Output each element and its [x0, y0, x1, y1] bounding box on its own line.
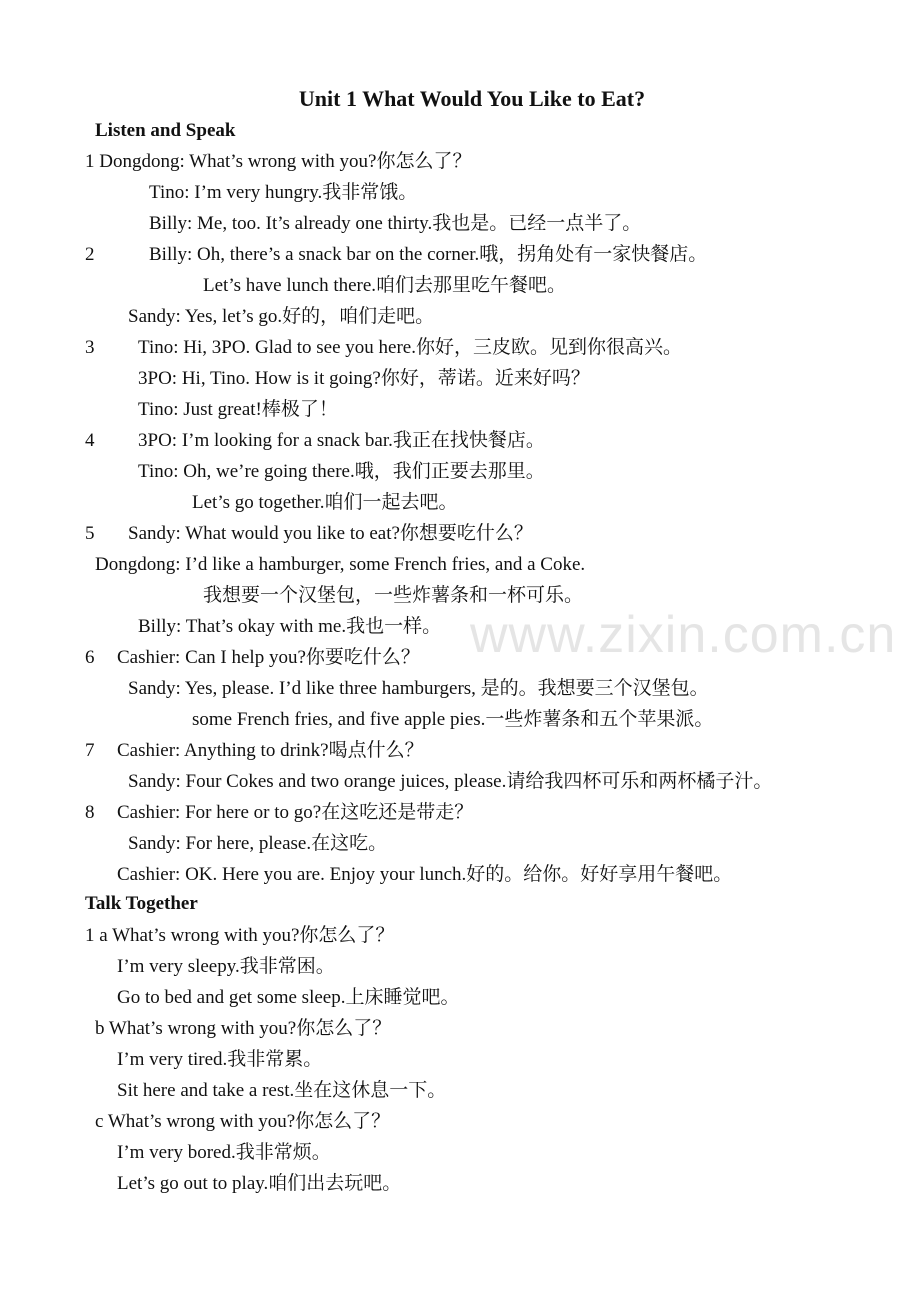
dialogue-line: 3PO: I’m looking for a snack bar.我正在找快餐店。: [138, 430, 545, 451]
dialogue-line: Cashier: Anything to drink?喝点什么？: [117, 740, 424, 761]
dialogue-number: 4: [85, 430, 95, 451]
section-heading-talk-together: Talk Together: [85, 893, 198, 914]
dialogue-line: Billy: Me, too. It’s already one thirty.我也是。已经一点半了。: [149, 213, 642, 234]
dialogue-line: Sandy: Yes, please. I’d like three hamburgers, 是的。我想要三个汉堡包。: [128, 678, 709, 699]
dialogue-line: 1 Dongdong: What’s wrong with you?你怎么了？: [85, 151, 472, 172]
dialogue-number: 3: [85, 337, 95, 358]
dialogue-line: Cashier: Can I help you?你要吃什么？: [117, 647, 420, 668]
talk-line: c What’s wrong with you?你怎么了？: [95, 1111, 391, 1132]
talk-line: Let’s go out to play.咱们出去玩吧。: [117, 1173, 402, 1194]
dialogue-line: 3PO: Hi, Tino. How is it going?你好，蒂诺。近来好吗？: [138, 368, 590, 389]
dialogue-line: Sandy: What would you like to eat?你想要吃什么？: [128, 523, 533, 544]
dialogue-number: 2: [85, 244, 95, 265]
dialogue-line: Tino: I’m very hungry.我非常饿。: [149, 182, 418, 203]
dialogue-line: Billy: That’s okay with me.我也一样。: [138, 616, 442, 637]
dialogue-line: some French fries, and five apple pies.一些炸薯条和五个苹果派。: [192, 709, 714, 730]
dialogue-line: Tino: Oh, we’re going there.哦，我们正要去那里。: [138, 461, 545, 482]
dialogue-number: 8: [85, 802, 95, 823]
dialogue-line: 我想要一个汉堡包，一些炸薯条和一杯可乐。: [203, 585, 584, 606]
dialogue-line: Cashier: For here or to go?在这吃还是带走？: [117, 802, 474, 823]
dialogue-line: Billy: Oh, there’s a snack bar on the corner.哦，拐角处有一家快餐店。: [149, 244, 708, 265]
dialogue-number: 6: [85, 647, 95, 668]
dialogue-line: Tino: Hi, 3PO. Glad to see you here.你好，三皮欧。见到你很高兴。: [138, 337, 682, 358]
dialogue-number: 7: [85, 740, 95, 761]
dialogue-line: Cashier: OK. Here you are. Enjoy your lunch.好的。给你。好好享用午餐吧。: [117, 864, 733, 885]
page-title: Unit 1 What Would You Like to Eat?: [298, 86, 646, 111]
dialogue-line: Let’s have lunch there.咱们去那里吃午餐吧。: [203, 275, 567, 296]
dialogue-line: Dongdong: I’d like a hamburger, some French fries, and a Coke.: [95, 554, 586, 575]
talk-line: I’m very sleepy.我非常困。: [117, 956, 335, 977]
talk-line: Sit here and take a rest.坐在这休息一下。: [117, 1080, 447, 1101]
talk-line: 1 a What’s wrong with you?你怎么了？: [85, 925, 395, 946]
dialogue-line: Sandy: Four Cokes and two orange juices, please.请给我四杯可乐和两杯橘子汁。: [128, 771, 773, 792]
talk-line: I’m very tired.我非常累。: [117, 1049, 323, 1070]
dialogue-line: Sandy: Yes, let’s go.好的，咱们走吧。: [128, 306, 435, 327]
dialogue-line: Let’s go together.咱们一起去吧。: [192, 492, 458, 513]
dialogue-number: 5: [85, 523, 95, 544]
talk-line: b What’s wrong with you?你怎么了？: [95, 1018, 392, 1039]
dialogue-line: Tino: Just great!棒极了！: [138, 399, 338, 420]
watermark: www.zixin.com.cn: [470, 606, 897, 664]
dialogue-line: Sandy: For here, please.在这吃。: [128, 833, 388, 854]
talk-line: Go to bed and get some sleep.上床睡觉吧。: [117, 987, 460, 1008]
talk-line: I’m very bored.我非常烦。: [117, 1142, 331, 1163]
section-heading-listen-and-speak: Listen and Speak: [95, 120, 236, 141]
